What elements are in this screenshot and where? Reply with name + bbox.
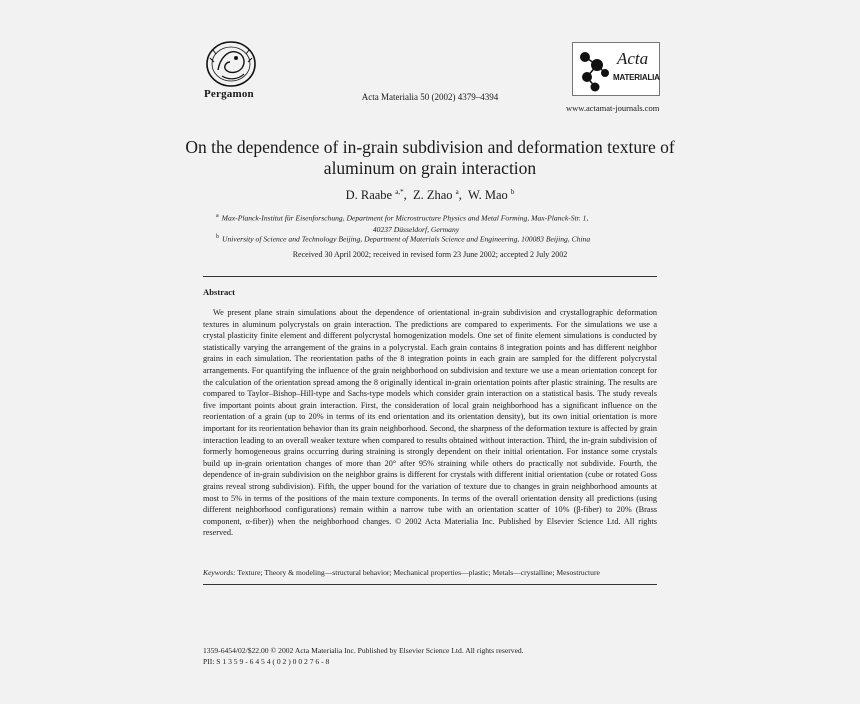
author-list: D. Raabe $^{a,*}$, Z. Zhao $^a$, W. Mao $^b$ bbox=[345, 188, 515, 203]
footer bbox=[203, 645, 657, 667]
affiliation-text-line2: 40237 Düsseldorf, Germany bbox=[372, 224, 460, 234]
journal-logo-line1: Acta bbox=[617, 49, 649, 68]
author-name: D. Raabe bbox=[345, 188, 393, 203]
affiliation-b bbox=[216, 232, 656, 245]
abstract-text: We present plane strain simulations about the dependence of orientational in-grain subdivision and crystallographic deformation textures in aluminum polycrystals on grain interaction. The predictions are compared to experiments. For the simulations we use a crystal plasticity finite element and different polycrystal homogenization models. One set of finite element simulations is conducted by statistically varying the arrangement of the grains in a polycrystal. Each grain contains 8 integration points and has different neighbor grains in each simulation. The reorientation paths of the 8 integration points in each grain are sampled for the different polycrystal arrangements. For quantifying the influence of the grain neighborhood on subdivision and texture we use a mean orientation concept for the calculation of the orientation spread among the 8 originally identical in-grain orientation points after plastic straining. The results are compared to Taylor–Bishop–Hill-type and Sachs-type models which consider grain interaction on a statistical basis. The study reveals five important points about grain interaction. First, the consideration of local grain neighborhood has a significant influence on the reorientation of a grain (up to 20% in terms of its end orientation and its orientation density), but its own initial orientation is more important for its reorientation behavior than its grain neighborhood. Second, the sharpness of the deformation texture is affected by grain interaction leading to an overall weaker texture when compared to results obtained without interaction. Third, the in-grain subdivision of formerly homogeneous grains occurring during straining is strongly dependent on their initial orientation. For instance some crystals build up in-grain orientation changes of more than 20° after 95% straining while others do practically not subdivide. Fourth, the dependence of in-grain subdivision on the neighbor grains is different for crystals with different initial orientation (cube or rotated Goss grains reveal strong subdivision). Fifth, the upper bound for the variation of texture due to changes in grain neighborhood amounts at most to 5% in terms of the positions of the main texture components. In terms of the overall orientation density all predictions (using different neighborhood configurations) remain within a narrow tube with an orientation scatter of 10% (β-fiber) to 20% (Brass component, α-fiber)) when the neighborhood changes. © 2002 Acta Materialia Inc. Published by Elsevier Science Ltd. All rights reserved. bbox=[203, 308, 657, 538]
author-affiliation-mark: a,* bbox=[395, 188, 404, 196]
author-affiliation-mark: a bbox=[455, 188, 459, 196]
publisher-logo-text: Pergamon bbox=[204, 88, 254, 100]
keywords-label: Keywords: bbox=[203, 568, 236, 577]
article-title: On the dependence of in-grain subdivision and deformation texture of aluminum on grain interaction bbox=[185, 137, 675, 178]
journal-url[interactable]: www.actamat-journals.com bbox=[566, 103, 660, 113]
journal-logo-line2: MATERIALIA bbox=[613, 73, 660, 82]
author-name: W. Mao bbox=[467, 188, 508, 203]
keywords bbox=[203, 568, 657, 577]
received-dates: Received 30 April 2002; received in revised form 23 June 2002; accepted 2 July 2002 bbox=[292, 250, 568, 259]
abstract-heading: Abstract bbox=[203, 287, 235, 297]
author-name: Z. Zhao bbox=[412, 188, 453, 203]
affiliation-mark: b bbox=[216, 234, 219, 240]
affiliation-text: University of Science and Technology Beijing, Department of Materials Science and Engineering, 100083 Beijing, China bbox=[222, 234, 591, 244]
affiliation-mark: a bbox=[216, 213, 219, 219]
journal-reference: Acta Materialia 50 (2002) 4379–4394 bbox=[361, 92, 499, 102]
footer-pii: PII: S 1 3 5 9 - 6 4 5 4 ( 0 2 ) 0 0 2 7 6 - 8 bbox=[203, 657, 330, 666]
affiliation-a bbox=[216, 211, 656, 235]
top-divider bbox=[203, 276, 657, 277]
publisher-emblem-icon bbox=[200, 40, 262, 90]
journal-logo bbox=[572, 42, 660, 96]
author-affiliation-mark: b bbox=[510, 188, 515, 196]
footer-copyright: 1359-6454/02/$22.00 © 2002 Acta Materialia Inc. Published by Elsevier Science Ltd. All rights reserved. bbox=[203, 646, 524, 655]
affiliation-text: Max-Planck-Institut für Eisenforschung, Department for Microstructure Physics and Metal Forming, Max-Planck-Str. 1, bbox=[221, 213, 589, 223]
keywords-text: Texture; Theory & modeling—structural behavior; Mechanical properties—plastic; Metals—crystalline; Mesostructure bbox=[237, 568, 600, 577]
bottom-divider bbox=[203, 584, 657, 585]
